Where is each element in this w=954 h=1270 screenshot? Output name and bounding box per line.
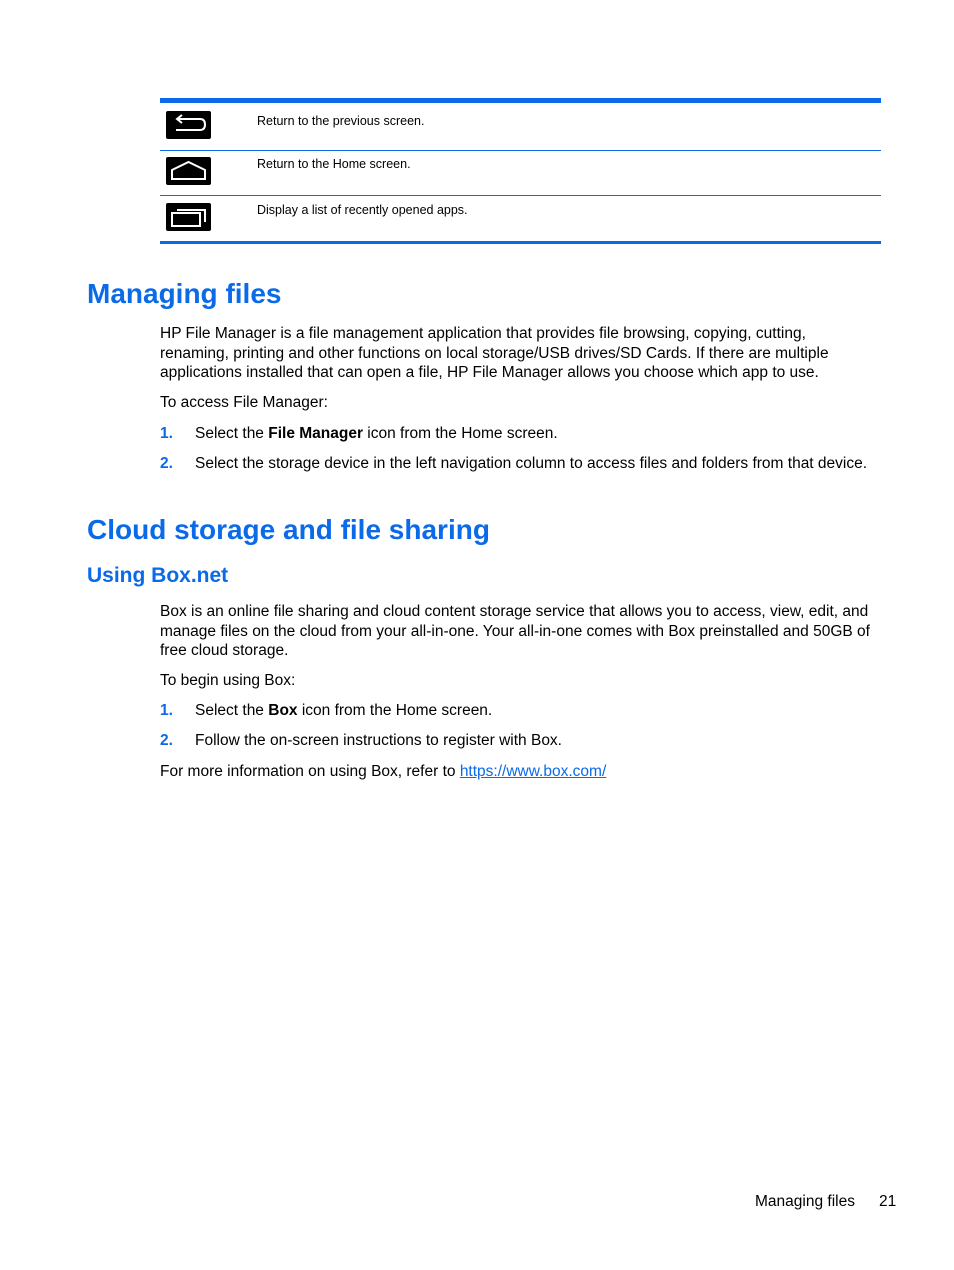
step-number: 1. bbox=[160, 702, 173, 719]
table-row bbox=[160, 151, 881, 196]
box-link[interactable]: https://www.box.com/ bbox=[459, 763, 607, 780]
access-label: To access File Manager: bbox=[160, 394, 328, 411]
table-row bbox=[160, 103, 881, 151]
page-number: 21 bbox=[879, 1193, 897, 1210]
step-text: Follow the on-screen instructions to register with Box. bbox=[195, 732, 562, 749]
step-text: Select the File Manager icon from the Home screen. bbox=[195, 425, 558, 442]
home-icon bbox=[166, 157, 211, 185]
section-title-managing-files: Managing files bbox=[87, 278, 282, 309]
subsection-title-box: Using Box.net bbox=[87, 564, 229, 587]
step-number: 2. bbox=[160, 455, 173, 472]
managing-files-intro: HP File Manager is a file management application that provides file browsing, copying, cutting, renaming, printing and other functions on local storage/USB drives/SD Cards. If there are multiple applications installed that can open a file, HP File Manager allows you choose which app to use. bbox=[160, 325, 829, 381]
step-text: Select the storage device in the left navigation column to access files and folders from that device. bbox=[195, 455, 868, 472]
box-intro: Box is an online file sharing and cloud content storage service that allows you to access, view, edit, and manage files on the cloud from your all-in-one. Your all-in-one comes with Box preinstalled and 50GB of free cloud storage. bbox=[160, 603, 870, 659]
step-text: Select the Box icon from the Home screen. bbox=[195, 702, 493, 719]
section-title-cloud-storage: Cloud storage and file sharing bbox=[87, 514, 490, 545]
table-row bbox=[160, 196, 881, 241]
back-arrow-icon bbox=[166, 111, 211, 139]
nav-description: Display a list of recently opened apps. bbox=[257, 203, 468, 217]
begin-label: To begin using Box: bbox=[160, 672, 296, 689]
nav-description: Return to the Home screen. bbox=[257, 157, 411, 171]
step-number: 1. bbox=[160, 425, 173, 442]
step-number: 2. bbox=[160, 732, 173, 749]
more-info: For more information on using Box, refer to https://www.box.com/ bbox=[160, 763, 607, 780]
nav-description: Return to the previous screen. bbox=[257, 114, 425, 128]
footer-section: Managing files bbox=[755, 1193, 855, 1210]
recent-apps-icon bbox=[166, 203, 211, 231]
navigation-icons-table bbox=[160, 98, 881, 244]
